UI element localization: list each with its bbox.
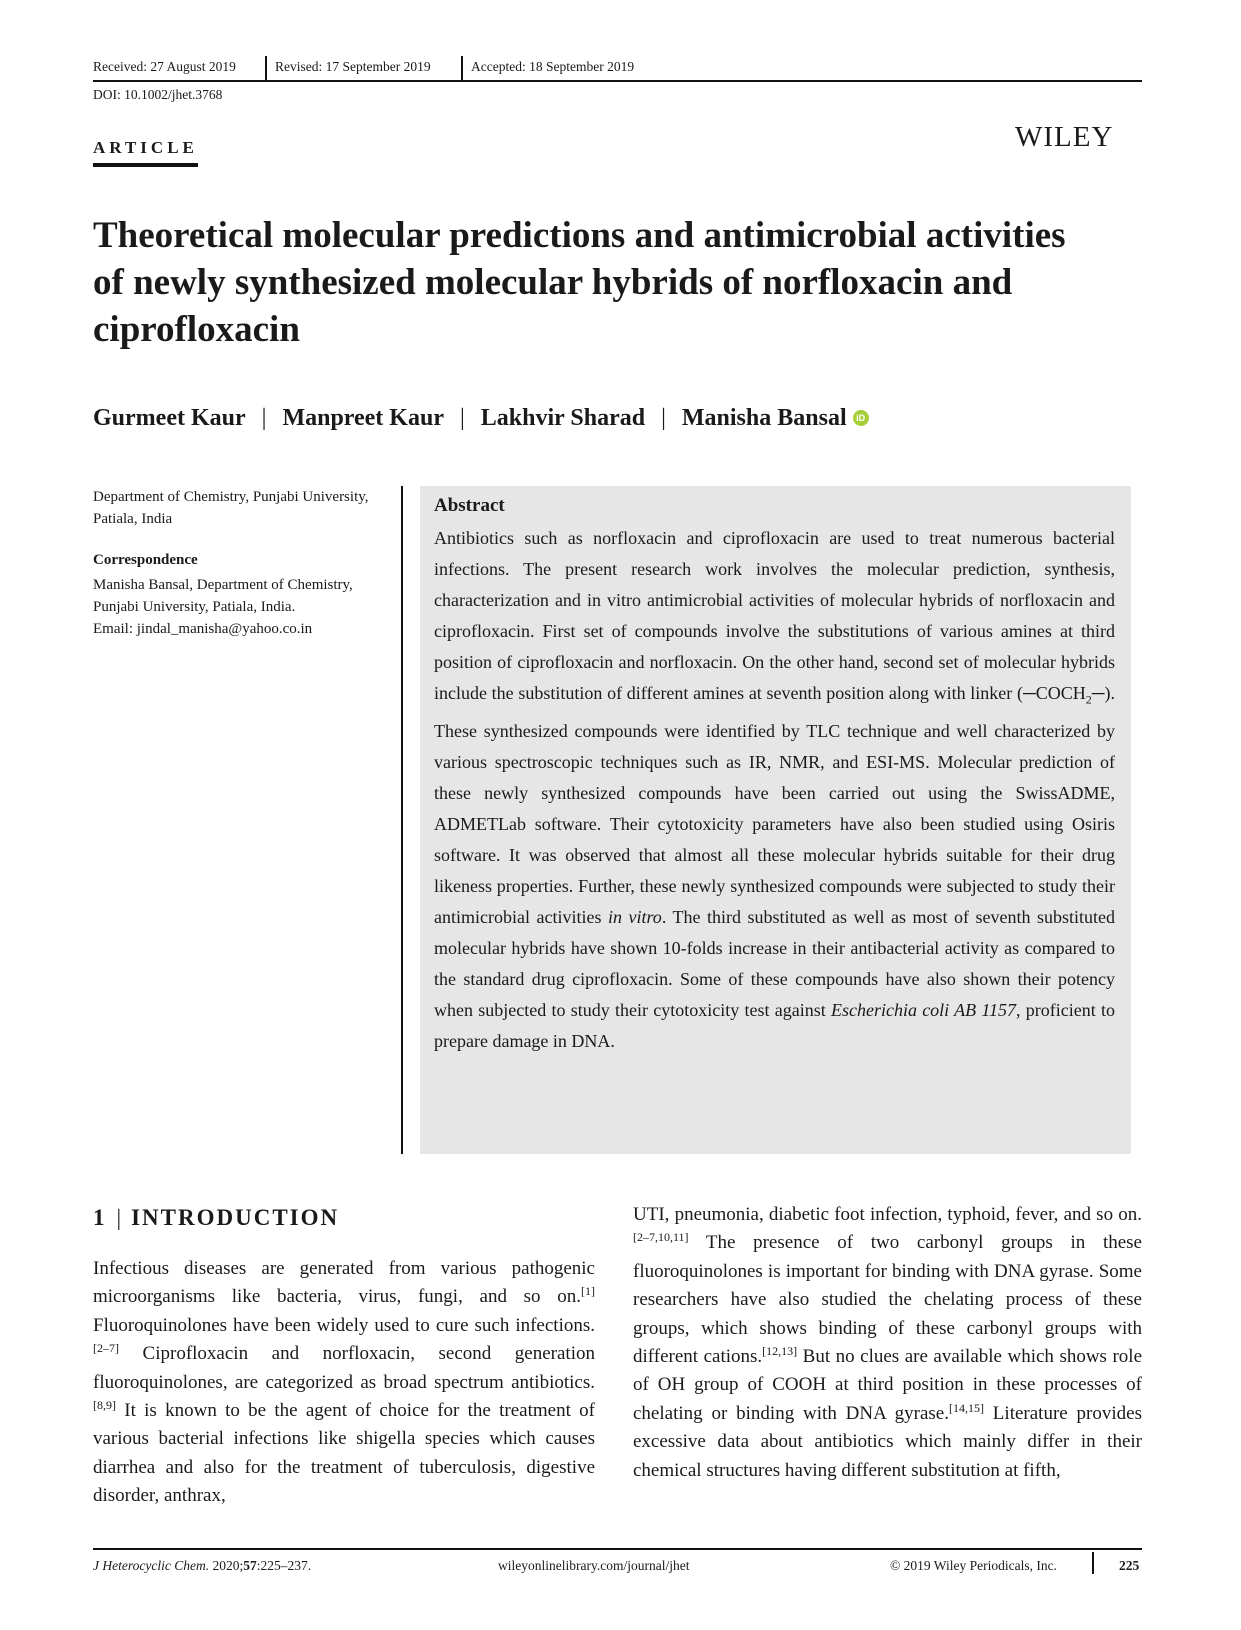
correspondence-heading: Correspondence — [93, 552, 198, 568]
affiliation: Department of Chemistry, Punjabi University, Patiala, India — [93, 489, 369, 527]
citation[interactable]: [8,9] — [93, 1398, 116, 1413]
abstract-heading: Abstract — [434, 495, 505, 516]
abstract-rule — [401, 486, 403, 1154]
author-separator: | — [459, 405, 465, 431]
author-list — [93, 405, 869, 432]
accepted-date: Accepted: 18 September 2019 — [471, 59, 635, 74]
author-name[interactable]: Lakhvir Sharad — [480, 405, 646, 431]
correspondence-text: Manisha Bansal, Department of Chemistry, Punjabi University, Patiala, India. — [93, 577, 353, 615]
body-column-right: UTI, pneumonia, diabetic foot infection, typhoid, fever, and so on.[2–7,10,11] The presence of two carbonyl groups in these fluoroquinolones is important for binding with DNA gyrase. Some researchers have also studied the chelating process of these groups, which shows binding of these carbonyl groups with different cations.[12,13] But no clues are available which shows role of OH group of COOH at third position in these processes of chelating or binding with DNA gyrase.[14,15] Literature provides excessive data about antibiotics which mainly differ in their chemical structures having different substitution at fifth, — [633, 1204, 1143, 1481]
author-name[interactable]: Gurmeet Kaur — [93, 405, 246, 431]
divider — [1092, 1552, 1094, 1574]
divider — [265, 56, 267, 80]
citation[interactable]: [14,15] — [948, 1400, 984, 1415]
author-separator: | — [261, 405, 267, 431]
citation[interactable]: [1] — [581, 1284, 595, 1299]
abstract-text: Antibiotics such as norfloxacin and ciprofloxacin are used to treat numerous bacterial infections. The present research work involves the molecular prediction, synthesis, characterization and in vitro antimicrobial activities of molecular hybrids of norfloxacin and ciprofloxacin. First set of compounds involve the substitutions of various amines at third position of ciprofloxacin and norfloxacin. On the other hand, second set of molecular hybrids include the substitution of different amines at seventh position along with linker $(─COCH_2─)$. These synthesized compounds were identified by TLC technique and well characterized by various spectroscopic techniques such as IR, NMR, and ESI-MS. Molecular prediction of these newly synthesized compounds have been carried out using the SwissADME, ADMETLab software. Their cytotoxicity parameters have also been studied using Osiris software. It was observed that almost all these molecular hybrids suitable for their drug likeness properties. Further, these newly synthesized compounds were subjected to study their antimicrobial activities in vitro. The third substituted as well as most of seventh substituted molecular hybrids have shown 10-folds increase in their antibacterial activity as compared to the standard drug ciprofloxacin. Some of these compounds have also shown their potency when subjected to study their cytotoxicity test against Escherichia coli AB 1157, proficient to prepare damage in DNA. — [434, 528, 1116, 1051]
revised-date: Revised: 17 September 2019 — [275, 59, 431, 74]
citation[interactable]: [2–7] — [93, 1341, 119, 1356]
copyright: © 2019 Wiley Periodicals, Inc. — [890, 1558, 1057, 1573]
divider — [461, 56, 463, 80]
email-link[interactable]: Email: jindal_manisha@yahoo.co.in — [93, 621, 313, 637]
citation[interactable]: [12,13] — [762, 1344, 798, 1359]
page-number: 225 — [1119, 1558, 1140, 1573]
section-heading: 1 | INTRODUCTION — [93, 1205, 340, 1230]
footer-rule — [93, 1548, 1142, 1550]
author-name[interactable]: Manpreet Kaur — [282, 405, 444, 431]
author-separator: | — [661, 405, 666, 431]
doi[interactable]: DOI: 10.1002/jhet.3768 — [93, 87, 223, 102]
received-date: Received: 27 August 2019 — [93, 59, 236, 74]
citation[interactable]: [2–7,10,11] — [633, 1230, 689, 1245]
article-type-label: ARTICLE — [93, 138, 198, 167]
publisher-logo: WILEY — [1015, 121, 1114, 153]
journal-citation: J Heterocyclic Chem. 2020;57:225–237. — [93, 1558, 312, 1573]
body-column-left: Infectious diseases are generated from various pathogenic microorganisms like bacteria, virus, fungi, and so on.[1] Fluoroquinolones have been widely used to cure such infections.[2–7] Ciprofloxacin and norfloxacin, second generation fluoroquinolones, are categorized as broad spectrum antibiotics.[8,9] It is known to be the agent of choice for the treatment of various bacterial infections like shigella species which causes diarrhea and also for the treatment of tuberculosis, digestive disorder, anthrax, — [93, 1258, 595, 1507]
correspondence-details — [93, 574, 383, 640]
abstract-box — [420, 486, 1131, 1154]
paper-title: Theoretical molecular predictions and antimicrobial activities of newly synthesized molecular hybrids of norfloxacin and ciprofloxacin — [93, 215, 1066, 350]
journal-url[interactable]: wileyonlinelibrary.com/journal/jhet — [498, 1558, 690, 1573]
orcid-icon[interactable]: iD — [853, 410, 869, 426]
dates-bar — [93, 56, 1142, 82]
author-name[interactable]: Manisha Bansal — [681, 405, 847, 431]
